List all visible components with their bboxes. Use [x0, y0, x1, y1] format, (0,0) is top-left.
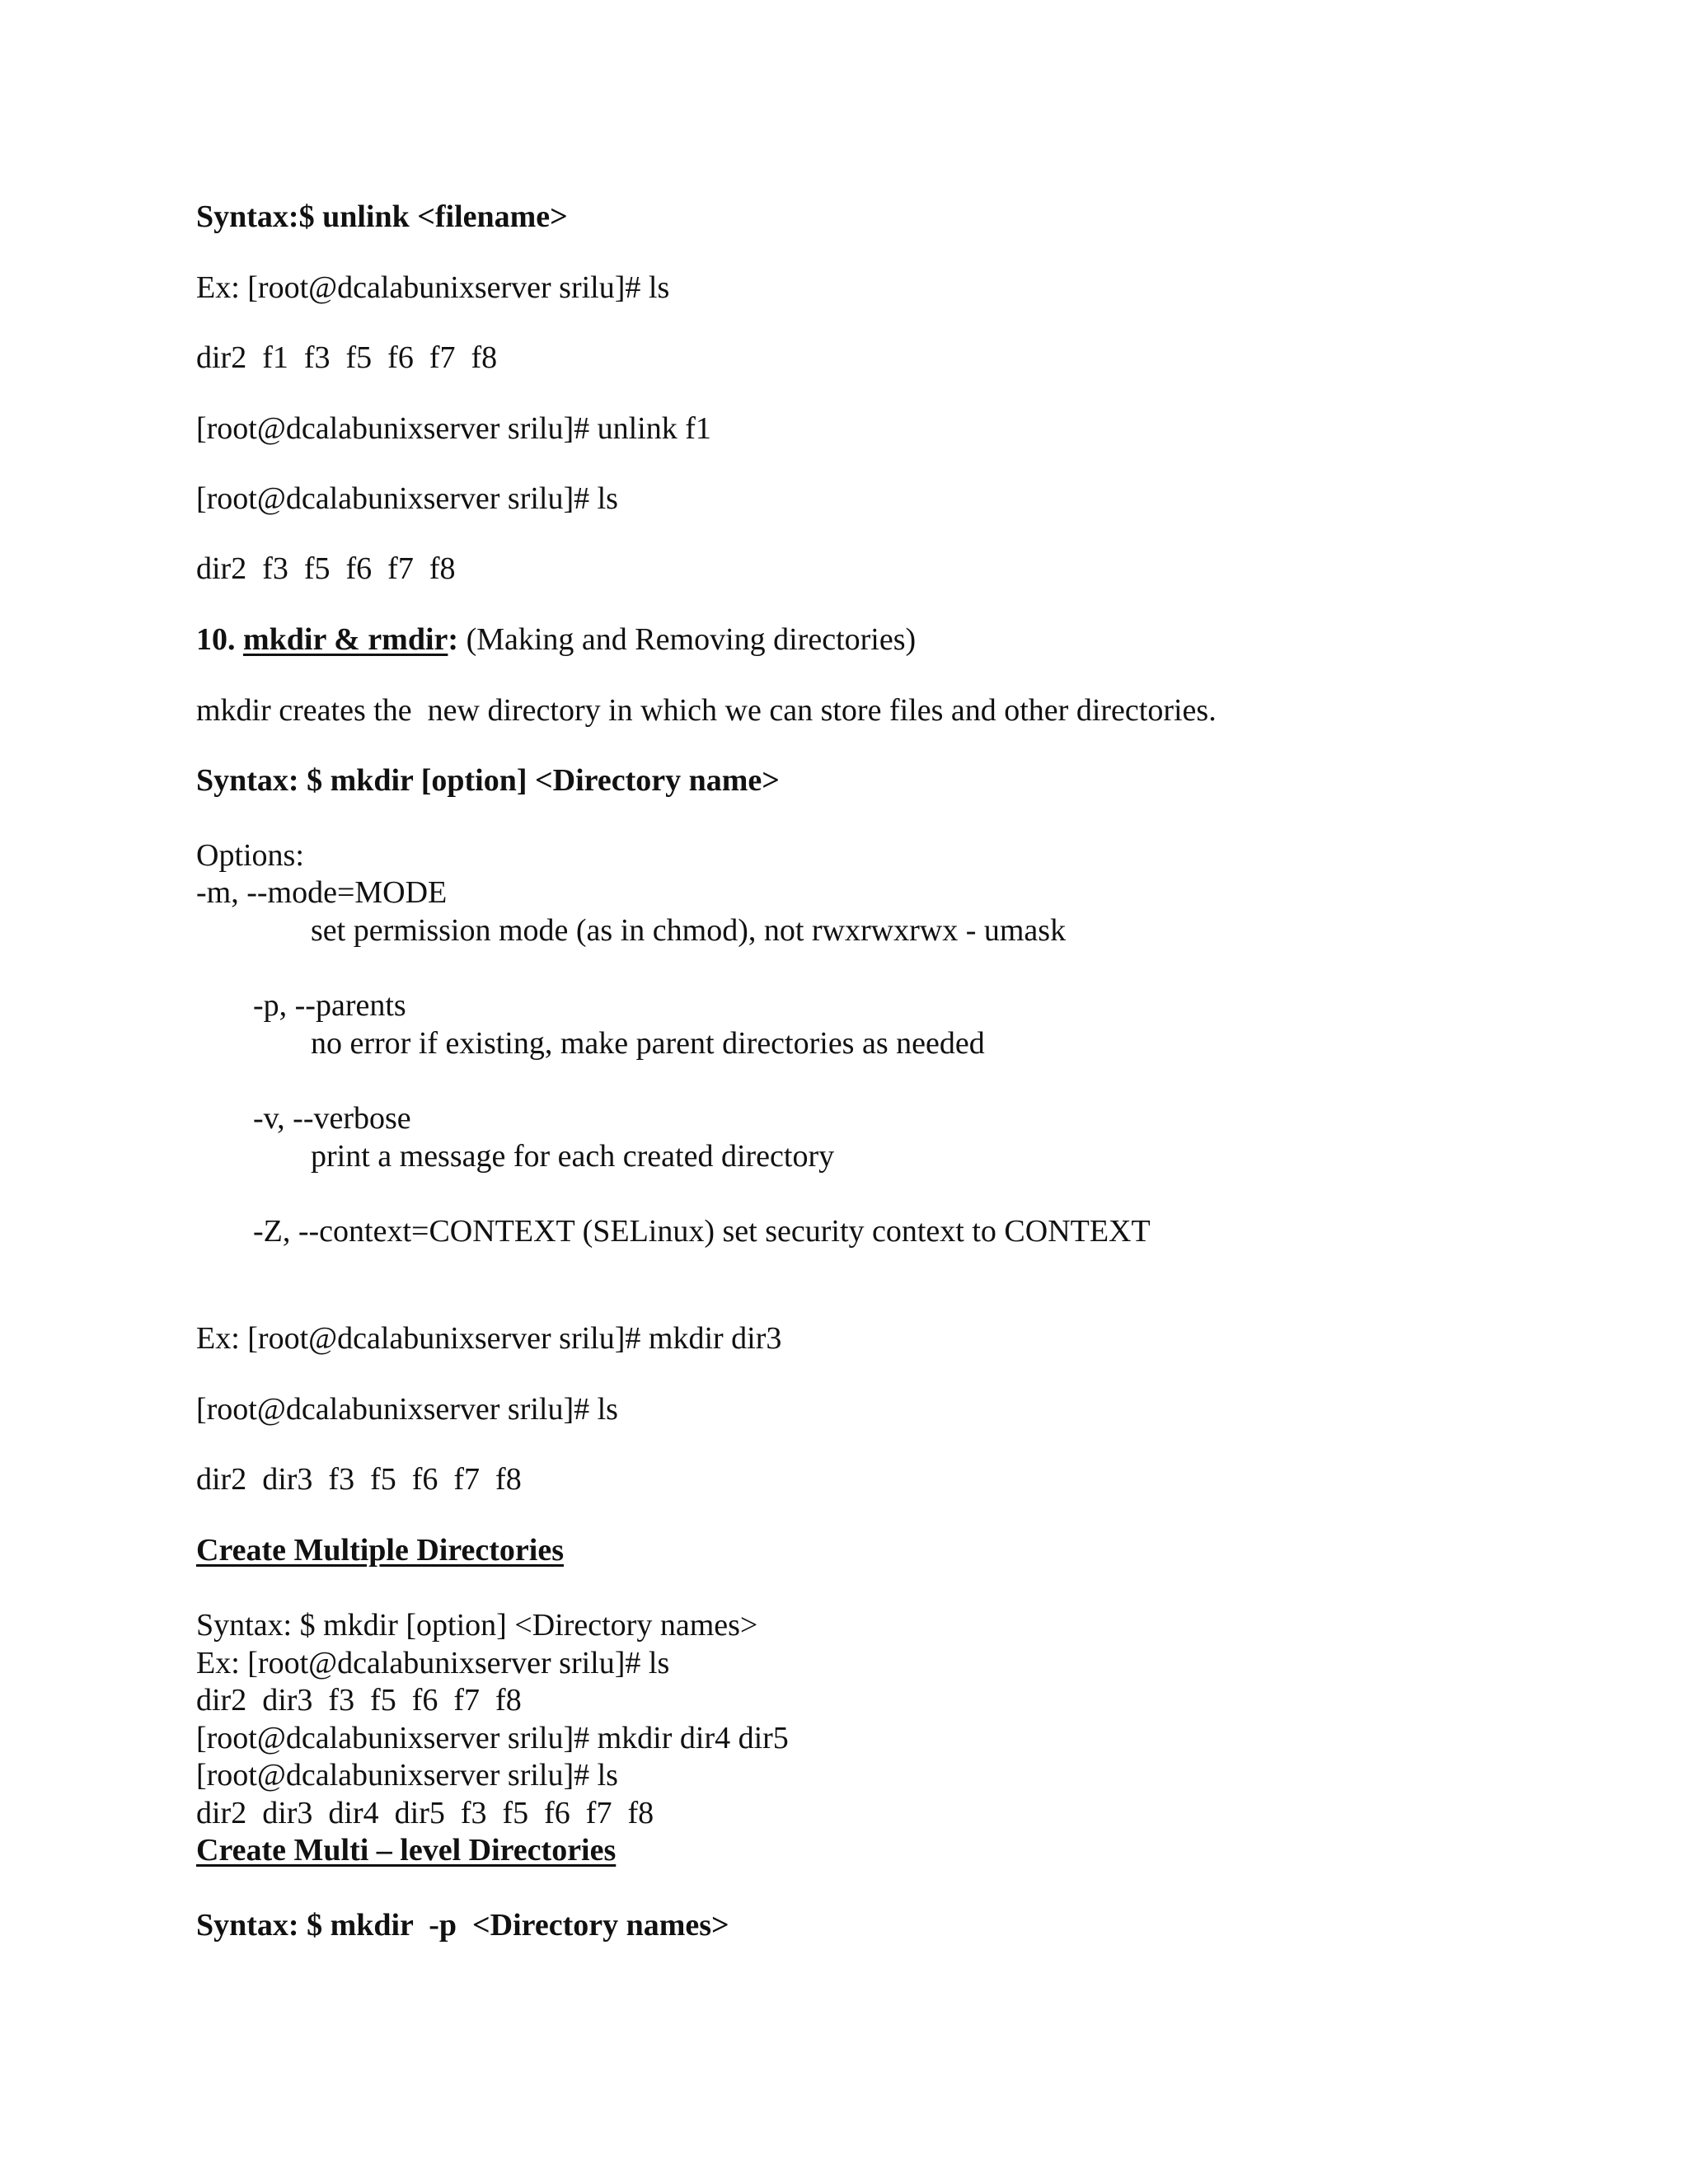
multiple-ls-output-1: dir2 dir3 f3 f5 f6 f7 f8 [196, 1683, 522, 1718]
mkdir-syntax: Syntax: $ mkdir [option] <Directory name> [196, 763, 780, 798]
unlink-command: [root@dcalabunixserver srilu]# unlink f1 [196, 411, 711, 446]
section-title: mkdir & rmdir [243, 622, 448, 657]
multiple-example: Ex: [root@dcalabunixserver srilu]# ls [196, 1646, 670, 1680]
option-v-description: print a message for each created directory [311, 1139, 835, 1174]
option-z: -Z, --context=CONTEXT (SELinux) set security context to CONTEXT [253, 1214, 1151, 1249]
mkdir-example: Ex: [root@dcalabunixserver srilu]# mkdir dir3 [196, 1321, 782, 1356]
mkdir-ls-output: dir2 dir3 f3 f5 f6 f7 f8 [196, 1462, 522, 1497]
multiple-directories-heading: Create Multiple Directories [196, 1533, 564, 1568]
unlink-syntax: Syntax:$ unlink <filename> [196, 199, 568, 234]
unlink-example: Ex: [root@dcalabunixserver srilu]# ls [196, 270, 670, 305]
option-m: -m, --mode=MODE [196, 875, 448, 910]
unlink-ls-command-2: [root@dcalabunixserver srilu]# ls [196, 481, 618, 516]
mkdir-description: mkdir creates the new directory in which we can store files and other directories. [196, 693, 1217, 728]
multi-level-directories-heading: Create Multi – level Directories [196, 1833, 617, 1868]
multiple-mkdir-command: [root@dcalabunixserver srilu]# mkdir dir4 dir5 [196, 1721, 789, 1755]
multiple-syntax: Syntax: $ mkdir [option] <Directory names> [196, 1608, 758, 1643]
section-colon: : [448, 622, 459, 657]
multiple-ls-output-2: dir2 dir3 dir4 dir5 f3 f5 f6 f7 f8 [196, 1796, 654, 1830]
section-10-heading [196, 621, 916, 658]
options-label: Options: [196, 838, 304, 873]
option-m-description: set permission mode (as in chmod), not rwxrwxrwx - umask [311, 913, 1067, 948]
multi-level-syntax: Syntax: $ mkdir -p <Directory names> [196, 1908, 729, 1943]
option-p: -p, --parents [253, 988, 406, 1023]
section-subtitle: (Making and Removing directories) [458, 622, 917, 657]
option-v: -v, --verbose [253, 1101, 411, 1136]
unlink-ls-output-1: dir2 f1 f3 f5 f6 f7 f8 [196, 340, 498, 375]
section-number: 10. [196, 622, 243, 657]
unlink-ls-output-2: dir2 f3 f5 f6 f7 f8 [196, 551, 456, 586]
option-p-description: no error if existing, make parent directories as needed [311, 1026, 985, 1061]
mkdir-ls-command: [root@dcalabunixserver srilu]# ls [196, 1392, 618, 1427]
multiple-ls-command-2: [root@dcalabunixserver srilu]# ls [196, 1758, 618, 1793]
